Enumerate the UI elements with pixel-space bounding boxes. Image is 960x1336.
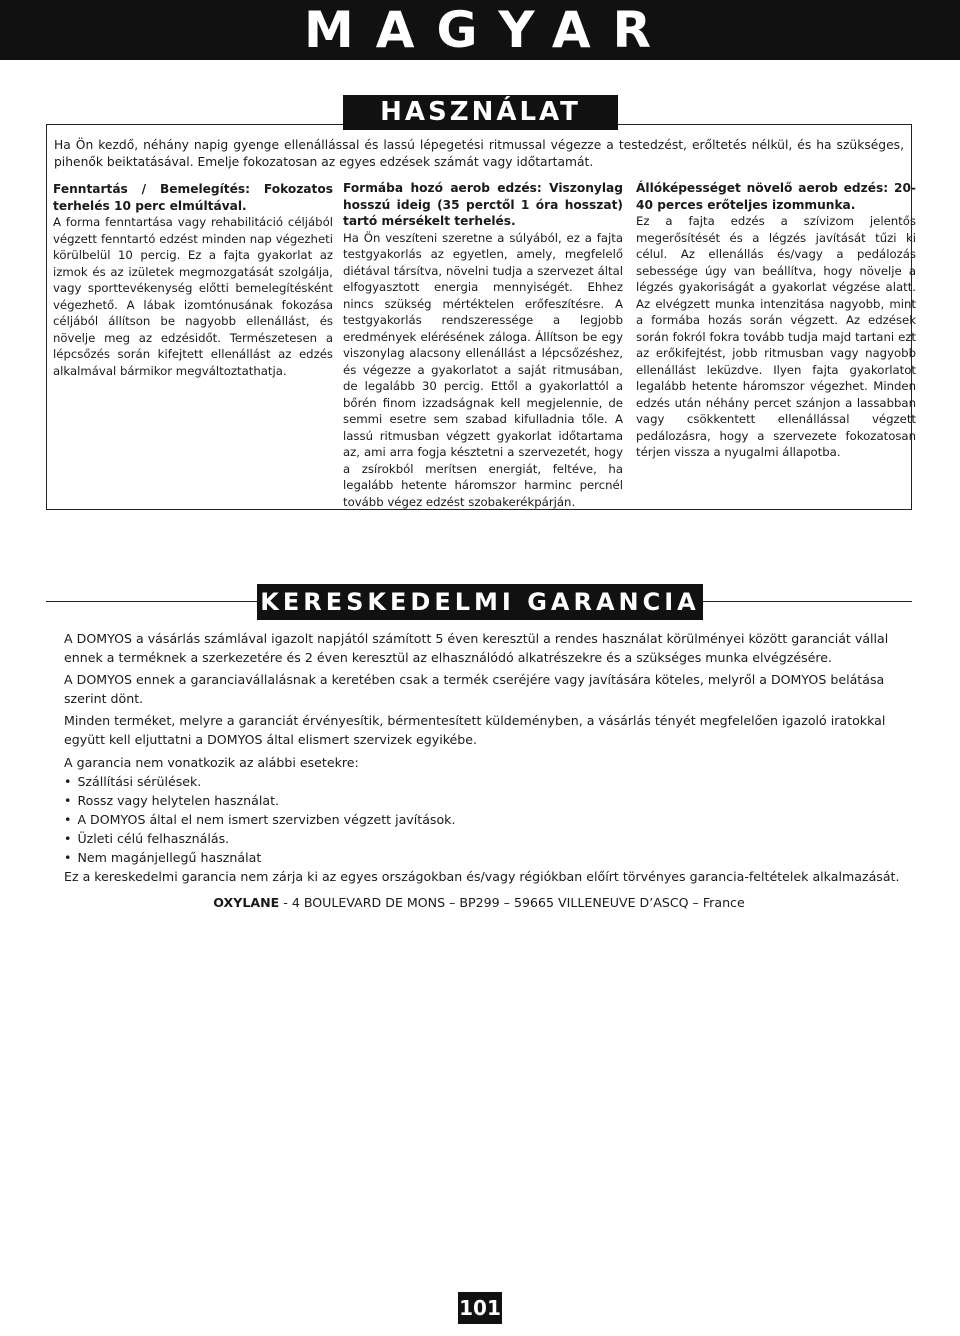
column-body: A forma fenntartása vagy rehabilitáció céljából végzett fenntartó edzést minden nap végezheti körülbelül 10 percig. Ez a fajta gyakorlat az izmok és az izületek megmozgatását szolgálja, vagy sporttevékenység előtti bemelegítésként végezhető. A lábak izomtónusának fokozása céljából állítson be nagyobb ellenállást, és növelje meg az edzésidőt. Természetesen a lépcsőzés során kifejtett ellenállást az edzés alkalmával bármikor megváltoztathatja. bbox=[53, 215, 333, 378]
list-item: • Üzleti célú felhasználás. bbox=[64, 829, 904, 848]
column-heading: Formába hozó aerob edzés: Viszonylag hosszú ideig (35 perctől 1 óra hosszat) tartó mérsékelt terhelés. bbox=[343, 181, 623, 228]
exclusions-list bbox=[64, 772, 904, 867]
column-body: Ez a fajta edzés a szívizom jelentős megerősítését és a légzés javítását tűzi ki célul. Az ellenállás és/vagy a pedálozás sebessége úgy van beállítva, hogy növelje a légzés gyakoriságát a gyakorlat végzése alatt. Az elvégzett munka intenzitása nagyobb, mint a formába hozás során végzett. Az edzések során fokról fokra tovább tudja majd tartani ezt az erőkifejtést, jobb ritmusban vagy nagyobb ellenállást leküzdve. Ilyen fajta gyakorlatot legalább hetente háromszor végezhet. Minden edzés után néhány percet szánjon a lassabban vagy csökkentett ellenállással végzett pedálozásra, hogy a szervezete fokozatosan térjen vissza a nyugalmi állapotba. bbox=[636, 214, 916, 459]
list-item: • Nem magánjellegű használat bbox=[64, 848, 904, 867]
usage-column-fitness-aerobic bbox=[343, 180, 623, 510]
exclusions-intro: A garancia nem vonatkozik az alábbi esetekre: bbox=[64, 755, 359, 770]
language-header-bar bbox=[0, 0, 960, 60]
usage-intro: Ha Ön kezdő, néhány napig gyenge ellenállással és lassú lépegetési ritmussal végezze a testedzést, erőltetés nélkül, és ha szükséges, pihenők beiktatásával. Emelje fokozatosan az egyes edzések számát vagy időtartamát. bbox=[54, 138, 904, 169]
usage-column-endurance-aerobic bbox=[636, 180, 916, 461]
usage-column-maintenance bbox=[53, 181, 333, 379]
warranty-paragraph-3: Minden terméket, melyre a garanciát érvényesítik, bérmentesített küldeményben, a vásárlás tényét megfelelően igazoló iratokkal együtt kell eljuttatni a DOMYOS által elismert szervizek egyikébe. bbox=[64, 713, 886, 747]
list-item: • Rossz vagy helytelen használat. bbox=[64, 791, 904, 810]
warranty-section-title: KERESKEDELMI GARANCIA bbox=[257, 584, 703, 620]
company-address-line: - 4 BOULEVARD DE MONS – BP299 – 59665 VILLENEUVE D’ASCQ – France bbox=[279, 895, 745, 910]
page-number: 101 bbox=[458, 1292, 502, 1324]
company-brand: OXYLANE bbox=[213, 895, 280, 910]
column-heading: Állóképességet növelő aerob edzés: 20-40 perces erőteljes izommunka. bbox=[636, 181, 916, 212]
list-item: • A DOMYOS által el nem ismert szervizben végzett javítások. bbox=[64, 810, 904, 829]
warranty-paragraph-2: A DOMYOS ennek a garanciavállalásnak a keretében csak a termék cseréjére vagy javítására köteles, melyről a DOMYOS belátása szerint dönt. bbox=[64, 672, 885, 706]
language-title: MAGYAR bbox=[304, 1, 674, 59]
column-body: Ha Ön veszíteni szeretne a súlyából, ez a fajta testgyakorlás az egyetlen, amely, megfelelő diétával társítva, növelni tudja a szervezet által elfogyasztott energia mennyiségét. Ehhez nincs szükség mértéktelen erőfeszítésre. A testgyakorlás rendszeressége a legjobb eredmények elérésének záloga. Állítson be egy viszonylag alacsony ellenállást a lépcsőzéshez, és végezze a gyakorlatot a saját ritmusában, de legalább 30 percig. Ettől a gyakorlattól a bőrén finom izzadságnak kell megjelennie, de semmi esetre sem szabad kifulladnia tőle. A lassú ritmusban végzett gyakorlat időtartama az, ami arra fogja késztetni a szervezetét, hogy a zsírokból merítsen energiát, feltéve, ha legalább hetente háromszor harminc percnél tovább végez edzést szobakerékpárján. bbox=[343, 230, 623, 509]
column-heading: Fenntartás / Bemelegítés: Fokozatos terhelés 10 perc elmúltával. bbox=[53, 182, 333, 213]
warranty-paragraph-1: A DOMYOS a vásárlás számlával igazolt napjától számított 5 éven keresztül a rendes használat körülményei között garanciát vállal ennek a terméknek a szerkezetére és 2 éven keresztül az elhasználódó alkatrészekre és a szükséges munka elvégzésére. bbox=[64, 631, 889, 665]
warranty-paragraph-4: Ez a kereskedelmi garancia nem zárja ki az egyes országokban és/vagy régiókban előírt törvényes garancia-feltételek alkalmazását. bbox=[64, 869, 900, 884]
company-address bbox=[64, 893, 894, 912]
usage-section-title: HASZNÁLAT bbox=[343, 95, 618, 130]
warranty-exclusions bbox=[64, 753, 904, 867]
list-item: • Szállítási sérülések. bbox=[64, 772, 904, 791]
